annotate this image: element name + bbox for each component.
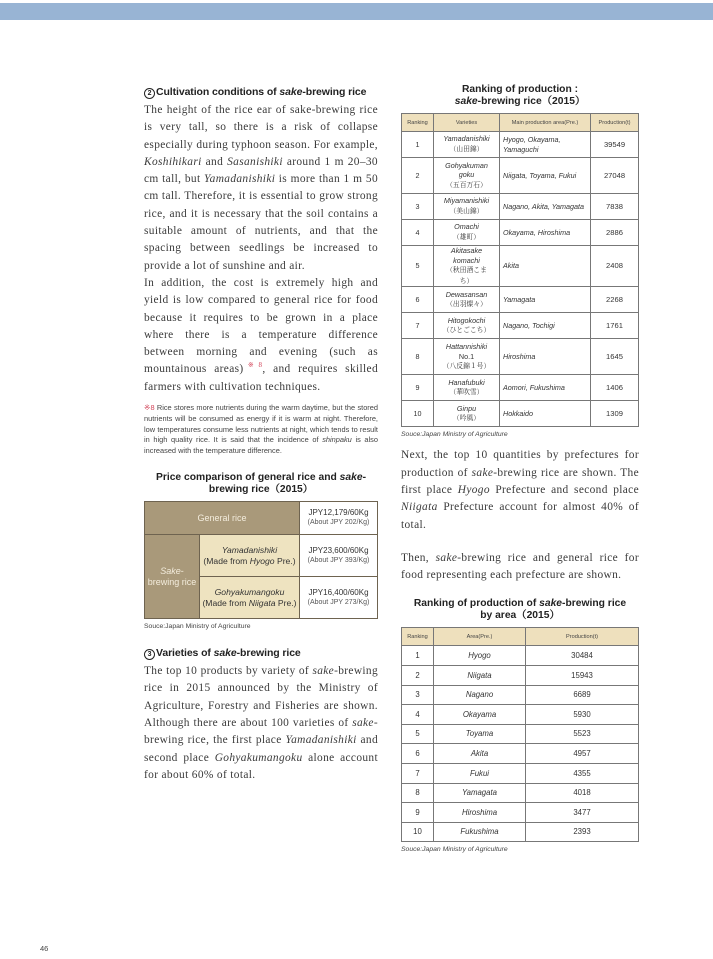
circled-number: 3 <box>144 649 155 660</box>
page-number: 46 <box>40 944 49 953</box>
table-row: 6 Dewasansan （出羽燦々） Yamagata 2268 <box>402 287 639 313</box>
table-row: 3 Nagano 6689 <box>402 685 639 705</box>
table-row: 10 Fukushima 2393 <box>402 822 639 842</box>
header-bar <box>0 3 713 20</box>
general-rice-price: JPY12,179/60Kg (About JPY 202/Kg) <box>300 502 378 535</box>
area-ranking-table: Ranking Area(Pre.) Production(t) 1 Hyogo 30484 2 Niigata 15943 3 Nagano 6689 4 Okayama 5930 5 Toyama 5523 6 Akita 4957 7 Fukui 4355 8 Yamagata 4018 9 Hiroshima 3477 10 Fukushima 2393 <box>401 627 639 842</box>
table-row: 8 Yamagata 4018 <box>402 783 639 803</box>
table-row: 5 Akitasake komachi （秋田酒こまち） Akita 2408 <box>402 246 639 287</box>
sake-rice-label: Sake-brewing rice <box>145 535 200 619</box>
table-row: 5 Toyama 5523 <box>402 724 639 744</box>
variety-table-title: Ranking of production : sake-brewing rice（2015） <box>454 84 586 107</box>
right-column <box>401 84 639 853</box>
cultivation-paragraph-2: In addition, the cost is extremely high and yield is low compared to general rice for food because it requires to be grown in a place where there is a temperature difference between morning and evening (such as mountainous areas)$^{※8}$, and requires skilled farmers with cultivation techniques. <box>144 276 378 393</box>
circled-number: 2 <box>144 88 155 99</box>
table-row: 2 Gohyakuman goku （五百万石） Niigata, Toyama, Fukui 27048 <box>402 158 639 194</box>
table-row: 9 Hanafubuki （華吹雪） Aomori, Fukushima 1406 <box>402 375 639 401</box>
general-rice-label: General rice <box>145 502 300 535</box>
section-heading-cultivation: 2 Cultivation conditions of sake-brewing rice <box>144 86 378 99</box>
section-heading-varieties: 3 Varieties of sake-brewing rice <box>144 647 378 660</box>
price-row-value: JPY16,400/60Kg (About JPY 273/Kg) <box>300 577 378 619</box>
table-row: 1 Hyogo 30484 <box>402 646 639 666</box>
table-row: 1 Yamadanishiki （山田錦） Hyogo, Okayama, Yamaguchi 39549 <box>402 132 639 158</box>
cultivation-paragraph-1: The height of the rice ear of sake-brewing rice is very tall, so there is a risk of collapse especially during typhoon season. For example, Koshihikari and Sasanishiki around 1 m 20–30 cm tall, but Yamadanishiki is more than 1 m 50 cm tall. Therefore, it is essential to grow strong rice, and it is necessary that the soil contains a suitable amount of nutrients, and that the spacing between seedlings be increased to provide a lot of sunshine and air. <box>144 104 378 272</box>
table-row: 2 Niigata 15943 <box>402 666 639 686</box>
price-row-variety: Gohyakumangoku (Made from Niigata Pre.) <box>200 577 300 619</box>
table-row: 10 Ginpu （吟風） Hokkaido 1309 <box>402 401 639 427</box>
table-row: 6 Akita 4957 <box>402 744 639 764</box>
table-row: 8 Hattannishiki No.1 （八反錦１号） Hiroshima 1645 <box>402 339 639 375</box>
table-row: 9 Hiroshima 3477 <box>402 803 639 823</box>
price-table-source: Souce:Japan Ministry of Agriculture <box>144 623 251 631</box>
footnote-8: ※8 Rice stores more nutrients during the warm daytime, but the stored nutrients will be consumed as energy if it is warm at night. Therefore, low temperatures consume less nutrients at night, which tends to result in high quality rice. It is said that the incidence of shinpaku is also increased with the temperature difference. <box>144 403 378 456</box>
prefecture-paragraph-2: Then, sake-brewing rice and general rice for food representing each prefecture are shown. <box>401 551 640 582</box>
table-row: 4 Okayama 5930 <box>402 705 639 725</box>
table-row: 4 Omachi （雄町） Okayama, Hiroshima 2886 <box>402 220 639 246</box>
variety-table-source: Souce:Japan Ministry of Agriculture <box>401 431 508 439</box>
price-row-value: JPY23,600/60Kg (About JPY 393/Kg) <box>300 535 378 577</box>
area-table-source: Souce:Japan Ministry of Agriculture <box>401 846 508 854</box>
varieties-paragraph: The top 10 products by variety of sake-brewing rice in 2015 announced by the Ministry of Agriculture, Forestry and Fisheries are shown. Although there are about 100 varieties of sake-brewing rice, the first place Yamadanishiki and second place Gohyakumangoku alone account for about 60% of total. <box>144 665 378 781</box>
table-row: 7 Hitogokochi （ひとごこち） Nagano, Tochigi 1761 <box>402 313 639 339</box>
footnote-reference[interactable]: ※8 <box>243 361 263 370</box>
prefecture-paragraph-1: Next, the top 10 quantities by prefectures for production of sake-brewing rice are shown. The first place Hyogo Prefecture and second place Niigata Prefecture account for almost 40% of total. <box>401 449 639 531</box>
price-comparison-table <box>144 501 378 619</box>
price-table-title: Price comparison of general rice and sake-brewing rice（2015） <box>155 472 367 496</box>
table-row: 3 Miyamanishiki （美山錦） Nagano, Akita, Yamagata 7838 <box>402 194 639 220</box>
table-row: 7 Fukui 4355 <box>402 764 639 784</box>
price-row-variety: Yamadanishiki (Made from Hyogo Pre.) <box>200 535 300 577</box>
left-column <box>144 86 378 784</box>
variety-ranking-table: Ranking Varieties Main production area(Pre.) Production(t) 1 Yamadanishiki （山田錦） Hyogo, Okayama, Yamaguchi 39549 2 Gohyakuman goku （五百万石） Niigata, Toyama, Fukui 27048 3 Miyamanishiki （美山錦） Nagano, Akita, Yamagata 7838 4 Omachi （雄町） Okayama, Hiroshima 2886 5 Akitasake komachi （秋田酒こまち） Akita 2408 6 Dewasansan （出羽燦々） Yamagata 2268 7 Hitogokochi （ひとごこち） Nagano, Tochigi 1761 8 Hattannishiki No.1 （八反錦１号） Hiroshima 1645 9 Hanafubuki （華吹雪） Aomori, Fukushima 1406 10 Ginpu （吟風） Hokkaido 1309 <box>401 113 639 427</box>
area-table-title: Ranking of production of sake-brewing rice by area（2015） <box>413 598 627 622</box>
